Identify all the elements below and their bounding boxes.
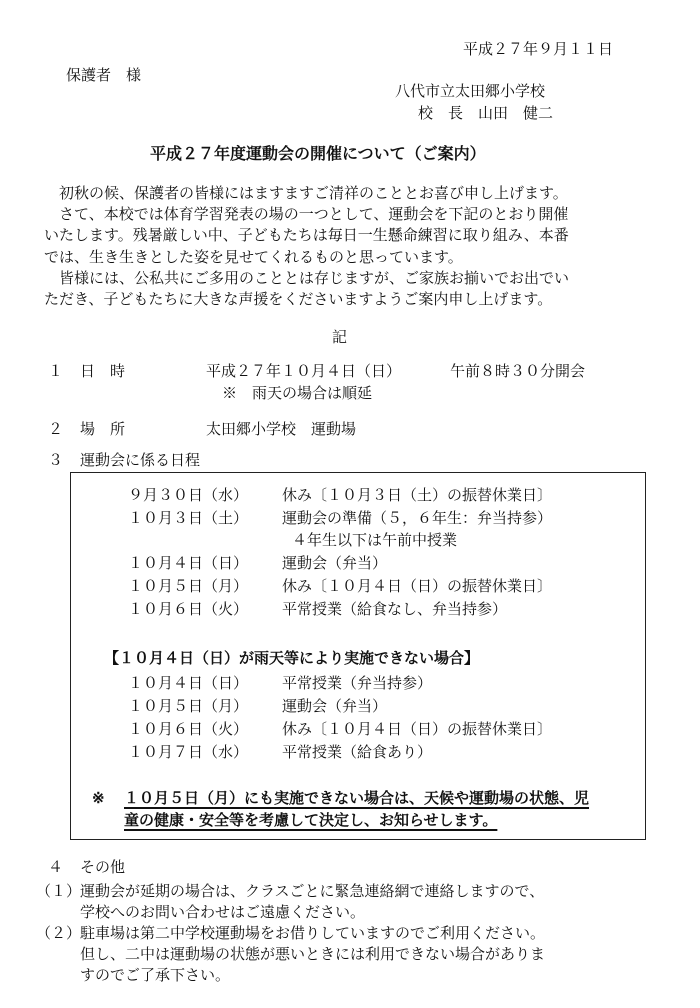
note-line: 駐車場は第二中学校運動場をお借りしていますのでご利用ください。	[80, 924, 546, 942]
schedule-date: １０月６日（火）	[128, 600, 249, 618]
schedule-date: １０月４日（日）	[128, 674, 249, 692]
note-line: 運動会が延期の場合は、クラスごとに緊急連絡網で連絡しますので、	[80, 882, 545, 900]
document-title: 平成２７年度運動会の開催について（ご案内）	[150, 144, 486, 163]
document-date: 平成２７年９月１１日	[463, 40, 614, 58]
schedule-desc: 平常授業（弁当持参）	[282, 674, 433, 692]
schedule-desc: 運動会の準備（５，６年生：弁当持参）	[282, 509, 553, 527]
principal-name: 校 長 山田 健二	[418, 104, 554, 122]
item4-label: その他	[80, 858, 126, 876]
item2-label: 場 所	[80, 420, 126, 438]
body-line: ただき、子どもたちに大きな声援をくださいますようご案内申し上げます。	[44, 290, 553, 308]
schedule-desc: 休み〔１０月３日（土）の振替休業日〕	[282, 486, 553, 504]
schedule-desc: 平常授業（給食あり）	[282, 743, 433, 761]
note2-number: （２）	[36, 924, 82, 942]
event-date: 平成２７年１０月４日（日）	[206, 362, 402, 380]
schedule-date: １０月６日（火）	[128, 720, 249, 738]
body-line: 皆様には、公私共にご多用のこととは存じますが、ご家族お揃いでお出でい	[44, 269, 570, 287]
schedule-desc: ４年生以下は午前中授業	[292, 531, 458, 549]
item4-number: ４	[48, 858, 64, 876]
warning-mark: ※	[92, 789, 105, 807]
schedule-desc: 運動会（弁当）	[282, 554, 388, 572]
note-line: すのでご了承下さい。	[80, 966, 231, 984]
schedule-desc: 運動会（弁当）	[282, 697, 388, 715]
rain-note: ※ 雨天の場合は順延	[222, 384, 373, 402]
schedule-date: １０月７日（水）	[128, 743, 249, 761]
warning-line: 童の健康・安全等を考慮して決定し、お知らせします。	[124, 811, 498, 829]
body-line: 初秋の候、保護者の皆様にはますますご清祥のこととお喜び申し上げます。	[44, 184, 568, 202]
schedule-date: １０月４日（日）	[128, 554, 249, 572]
item1-number: １	[48, 362, 64, 380]
body-line: では、生き生きとした姿を見せてくれるものと思っています。	[44, 248, 463, 266]
item2-number: ２	[48, 420, 64, 438]
item3-number: ３	[48, 451, 64, 469]
schedule-desc: 休み〔１０月４日（日）の振替休業日〕	[282, 577, 553, 595]
note-line: 但し、二中は運動場の状態が悪いときには利用できない場合がありま	[80, 945, 546, 963]
body-line: いたします。残暑厳しい中、子どもたちは毎日一生懸命練習に取り組み、本番	[44, 226, 569, 244]
schedule-date: １０月５日（月）	[128, 697, 249, 715]
item1-label: 日 時	[80, 362, 126, 380]
ki-heading: 記	[332, 328, 348, 346]
schedule-desc: 平常授業（給食なし、弁当持参）	[282, 600, 508, 618]
body-line: さて、本校では体育学習発表の場の一つとして、運動会を下記のとおり開催	[44, 205, 569, 223]
schedule-date: １０月５日（月）	[128, 577, 249, 595]
warning-line: １０月５日（月）にも実施できない場合は、天候や運動場の状態、児	[124, 789, 590, 807]
event-venue: 太田郷小学校 運動場	[206, 420, 357, 438]
addressee: 保護者 様	[66, 66, 142, 84]
school-name: 八代市立太田郷小学校	[395, 82, 546, 100]
schedule-date: １０月３日（土）	[128, 509, 249, 527]
rain-heading: 【１０月４日（日）が雨天等により実施できない場合】	[104, 649, 480, 667]
note1-number: （１）	[36, 882, 82, 900]
schedule-date: ９月３０日（水）	[128, 486, 249, 504]
schedule-desc: 休み〔１０月４日（日）の振替休業日〕	[282, 720, 553, 738]
item3-label: 運動会に係る日程	[80, 451, 201, 469]
note-line: 学校へのお問い合わせはご遠慮ください。	[80, 903, 366, 921]
event-time: 午前８時３０分開会	[450, 362, 586, 380]
